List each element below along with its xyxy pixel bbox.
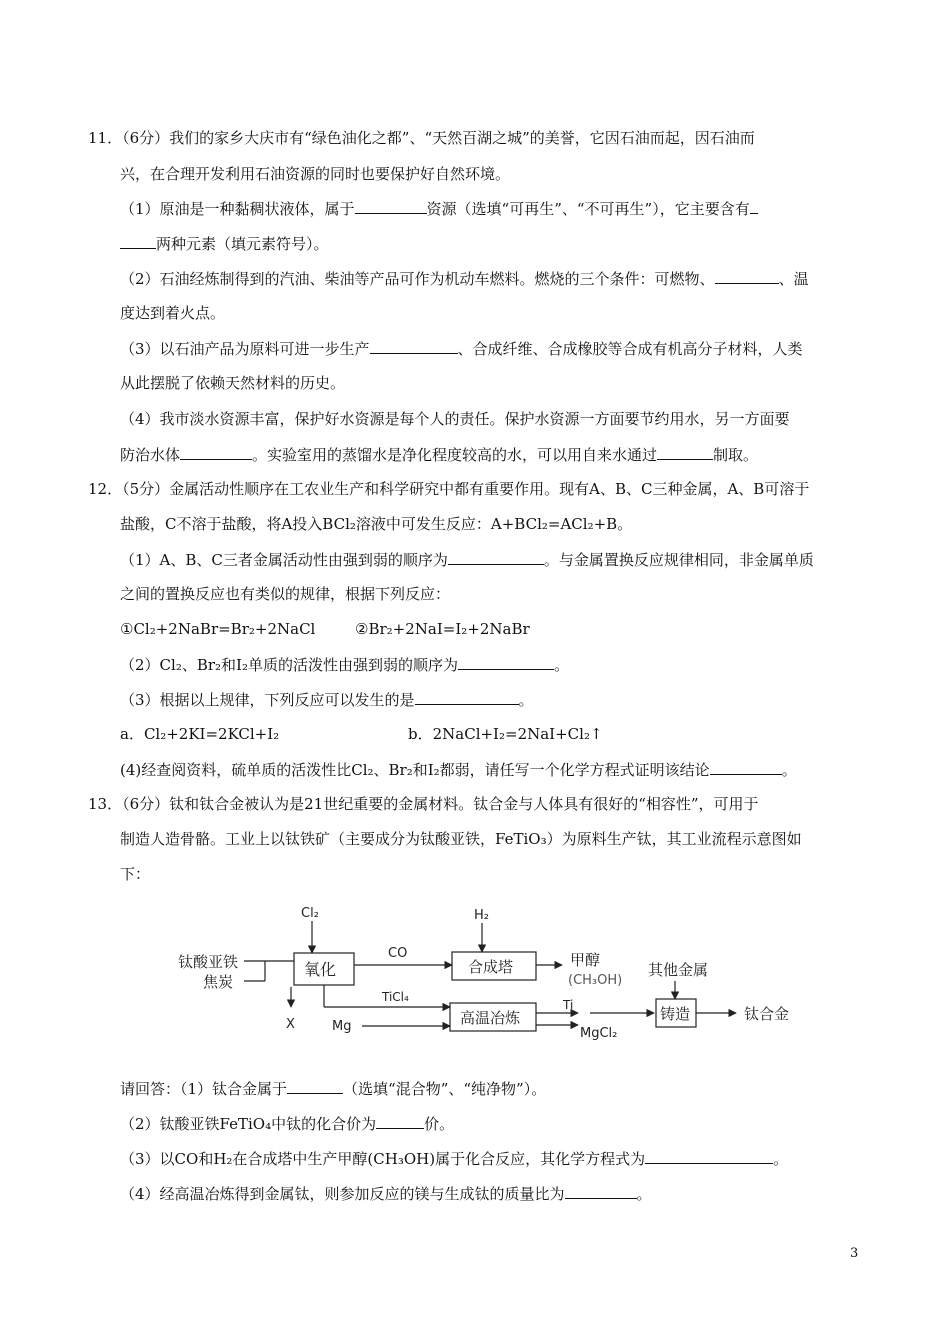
q13-part3: （3）以CO和H₂在合成塔中生产甲醇(CH₃OH)属于化合反应，其化学方程式为 。 (120, 1150, 789, 1168)
label-mg: Mg (332, 1019, 352, 1034)
answer-blank[interactable] (287, 1078, 343, 1094)
answer-blank[interactable] (565, 1183, 637, 1199)
q13-part1: 请回答：（1）钛合金属于 （选填“混合物”、“纯净物”）。 (120, 1080, 547, 1098)
q11-part4: （4）我市淡水资源丰富，保护好水资源是每个人的责任。保护水资源一方面要节约用水，另一方面要 (120, 410, 790, 428)
label-methanol-formula: (CH₃OH) (568, 973, 623, 988)
label-synthesis-tower: 合成塔 (468, 958, 514, 976)
q12-option-a: a．Cl₂+2KI=2KCl+I₂ (120, 725, 280, 743)
label-titanium-alloy: 钛合金 (744, 1005, 790, 1023)
q12-part2: （2）Cl₂、Br₂和I₂单质的活泼性由强到弱的顺序为 。 (120, 656, 569, 674)
q11-part3-cont: 从此摆脱了依赖天然材料的历史。 (120, 374, 346, 392)
q12-reaction-2: ②Br₂+2NaI=I₂+2NaBr (355, 620, 530, 638)
q13-header-cont: 制造人造骨骼。工业上以钛铁矿（主要成分为钛酸亚铁，FeTiO₃）为原料生产钛，其工业流程示意图如 (120, 830, 802, 848)
label-ti: Ti (563, 998, 574, 1012)
answer-blank[interactable] (657, 444, 713, 460)
label-ferrous-titanate: 钛酸亚铁 (178, 953, 239, 971)
q12-part3: （3）根据以上规律，下列反应可以发生的是 。 (120, 691, 534, 709)
label-mgcl2: MgCl₂ (580, 1026, 618, 1040)
q11-header-cont: 兴，在合理开发利用石油资源的同时也要保护好自然环境。 (120, 165, 511, 183)
q12-part1: （1）A、B、C三者金属活动性由强到弱的顺序为 。与金属置换反应规律相同，非金属单质 (120, 551, 814, 569)
answer-blank[interactable] (415, 689, 519, 705)
label-ticl4: TiCl₄ (382, 990, 409, 1004)
answer-blank[interactable] (370, 338, 458, 354)
answer-blank[interactable] (376, 1113, 424, 1129)
q13-part4: （4）经高温冶炼得到金属钛，则参加反应的镁与生成钛的质量比为 。 (120, 1185, 652, 1203)
q12-reaction-1: ①Cl₂+2NaBr=Br₂+2NaCl (120, 620, 316, 638)
answer-blank[interactable] (180, 444, 252, 460)
q13-part2: （2）钛酸亚铁FeTiO₄中钛的化合价为 价。 (120, 1115, 455, 1133)
label-coke: 焦炭 (203, 973, 234, 991)
answer-blank[interactable] (120, 233, 156, 249)
q11-part1: （1）原油是一种黏稠状液体，属于 资源（选填“可再生”、“不可再生”），它主要含有 (120, 198, 758, 219)
answer-blank[interactable] (458, 654, 554, 670)
process-flow-diagram (170, 895, 820, 1040)
q11-part2: （2）石油经炼制得到的汽油、柴油等产品可作为机动车燃料。燃烧的三个条件：可燃物、 、温 (120, 270, 809, 288)
q12-header: 12．（5分）金属活动性顺序在工农业生产和科学研究中都有重要作用。现有A、B、C三种金属，A、B可溶于 (88, 480, 810, 498)
answer-blank[interactable] (645, 1148, 773, 1164)
q12-header-cont: 盐酸，C不溶于盐酸，将A投入BCl₂溶液中可发生反应：A+BCl₂=ACl₂+B。 (120, 515, 633, 533)
q13-header-cont2: 下： (120, 865, 151, 883)
answer-blank[interactable] (750, 198, 758, 214)
label-x: X (286, 1017, 295, 1032)
q11-part4-cont: 防治水体 。实验室用的蒸馏水是净化程度较高的水，可以用自来水通过 制取。 (120, 446, 759, 464)
q11-part2-cont: 度达到着火点。 (120, 304, 226, 322)
q11-header: 11．（6分）我们的家乡大庆市有“绿色油化之都”、“天然百湖之城”的美誉，它因石油而起，因石油而 (88, 129, 755, 147)
q12-part1-cont: 之间的置换反应也有类似的规律，根据下列反应： (120, 585, 451, 603)
q12-option-b: b．2NaCl+I₂=2NaI+Cl₂↑ (408, 725, 603, 743)
label-high-temp-smelting: 高温冶炼 (460, 1009, 521, 1027)
answer-blank[interactable] (355, 198, 427, 214)
page-number: 3 (850, 1246, 859, 1261)
q13-header: 13．（6分）钛和钛合金被认为是21世纪重要的金属材料。钛合金与人体具有很好的“相容性”，可用于 (88, 795, 759, 813)
label-other-metals: 其他金属 (648, 961, 709, 979)
label-oxidation: 氧化 (304, 960, 337, 979)
label-h2: H₂ (474, 908, 489, 923)
answer-blank[interactable] (448, 549, 544, 565)
label-cl2: Cl₂ (301, 906, 319, 921)
label-co: CO (388, 946, 408, 961)
answer-blank[interactable] (715, 268, 779, 284)
q11-part1-cont: 两种元素（填元素符号）。 (120, 233, 329, 254)
answer-blank[interactable] (710, 759, 782, 775)
label-casting: 铸造 (660, 1005, 691, 1023)
q12-part4: (4)经查阅资料，硫单质的活泼性比Cl₂、Br₂和I₂都弱，请任写一个化学方程式证明该结论 。 (120, 761, 797, 779)
label-methanol: 甲醇 (570, 951, 601, 969)
q11-part3: （3）以石油产品为原料可进一步生产 、合成纤维、合成橡胶等合成有机高分子材料，人类 (120, 340, 803, 358)
